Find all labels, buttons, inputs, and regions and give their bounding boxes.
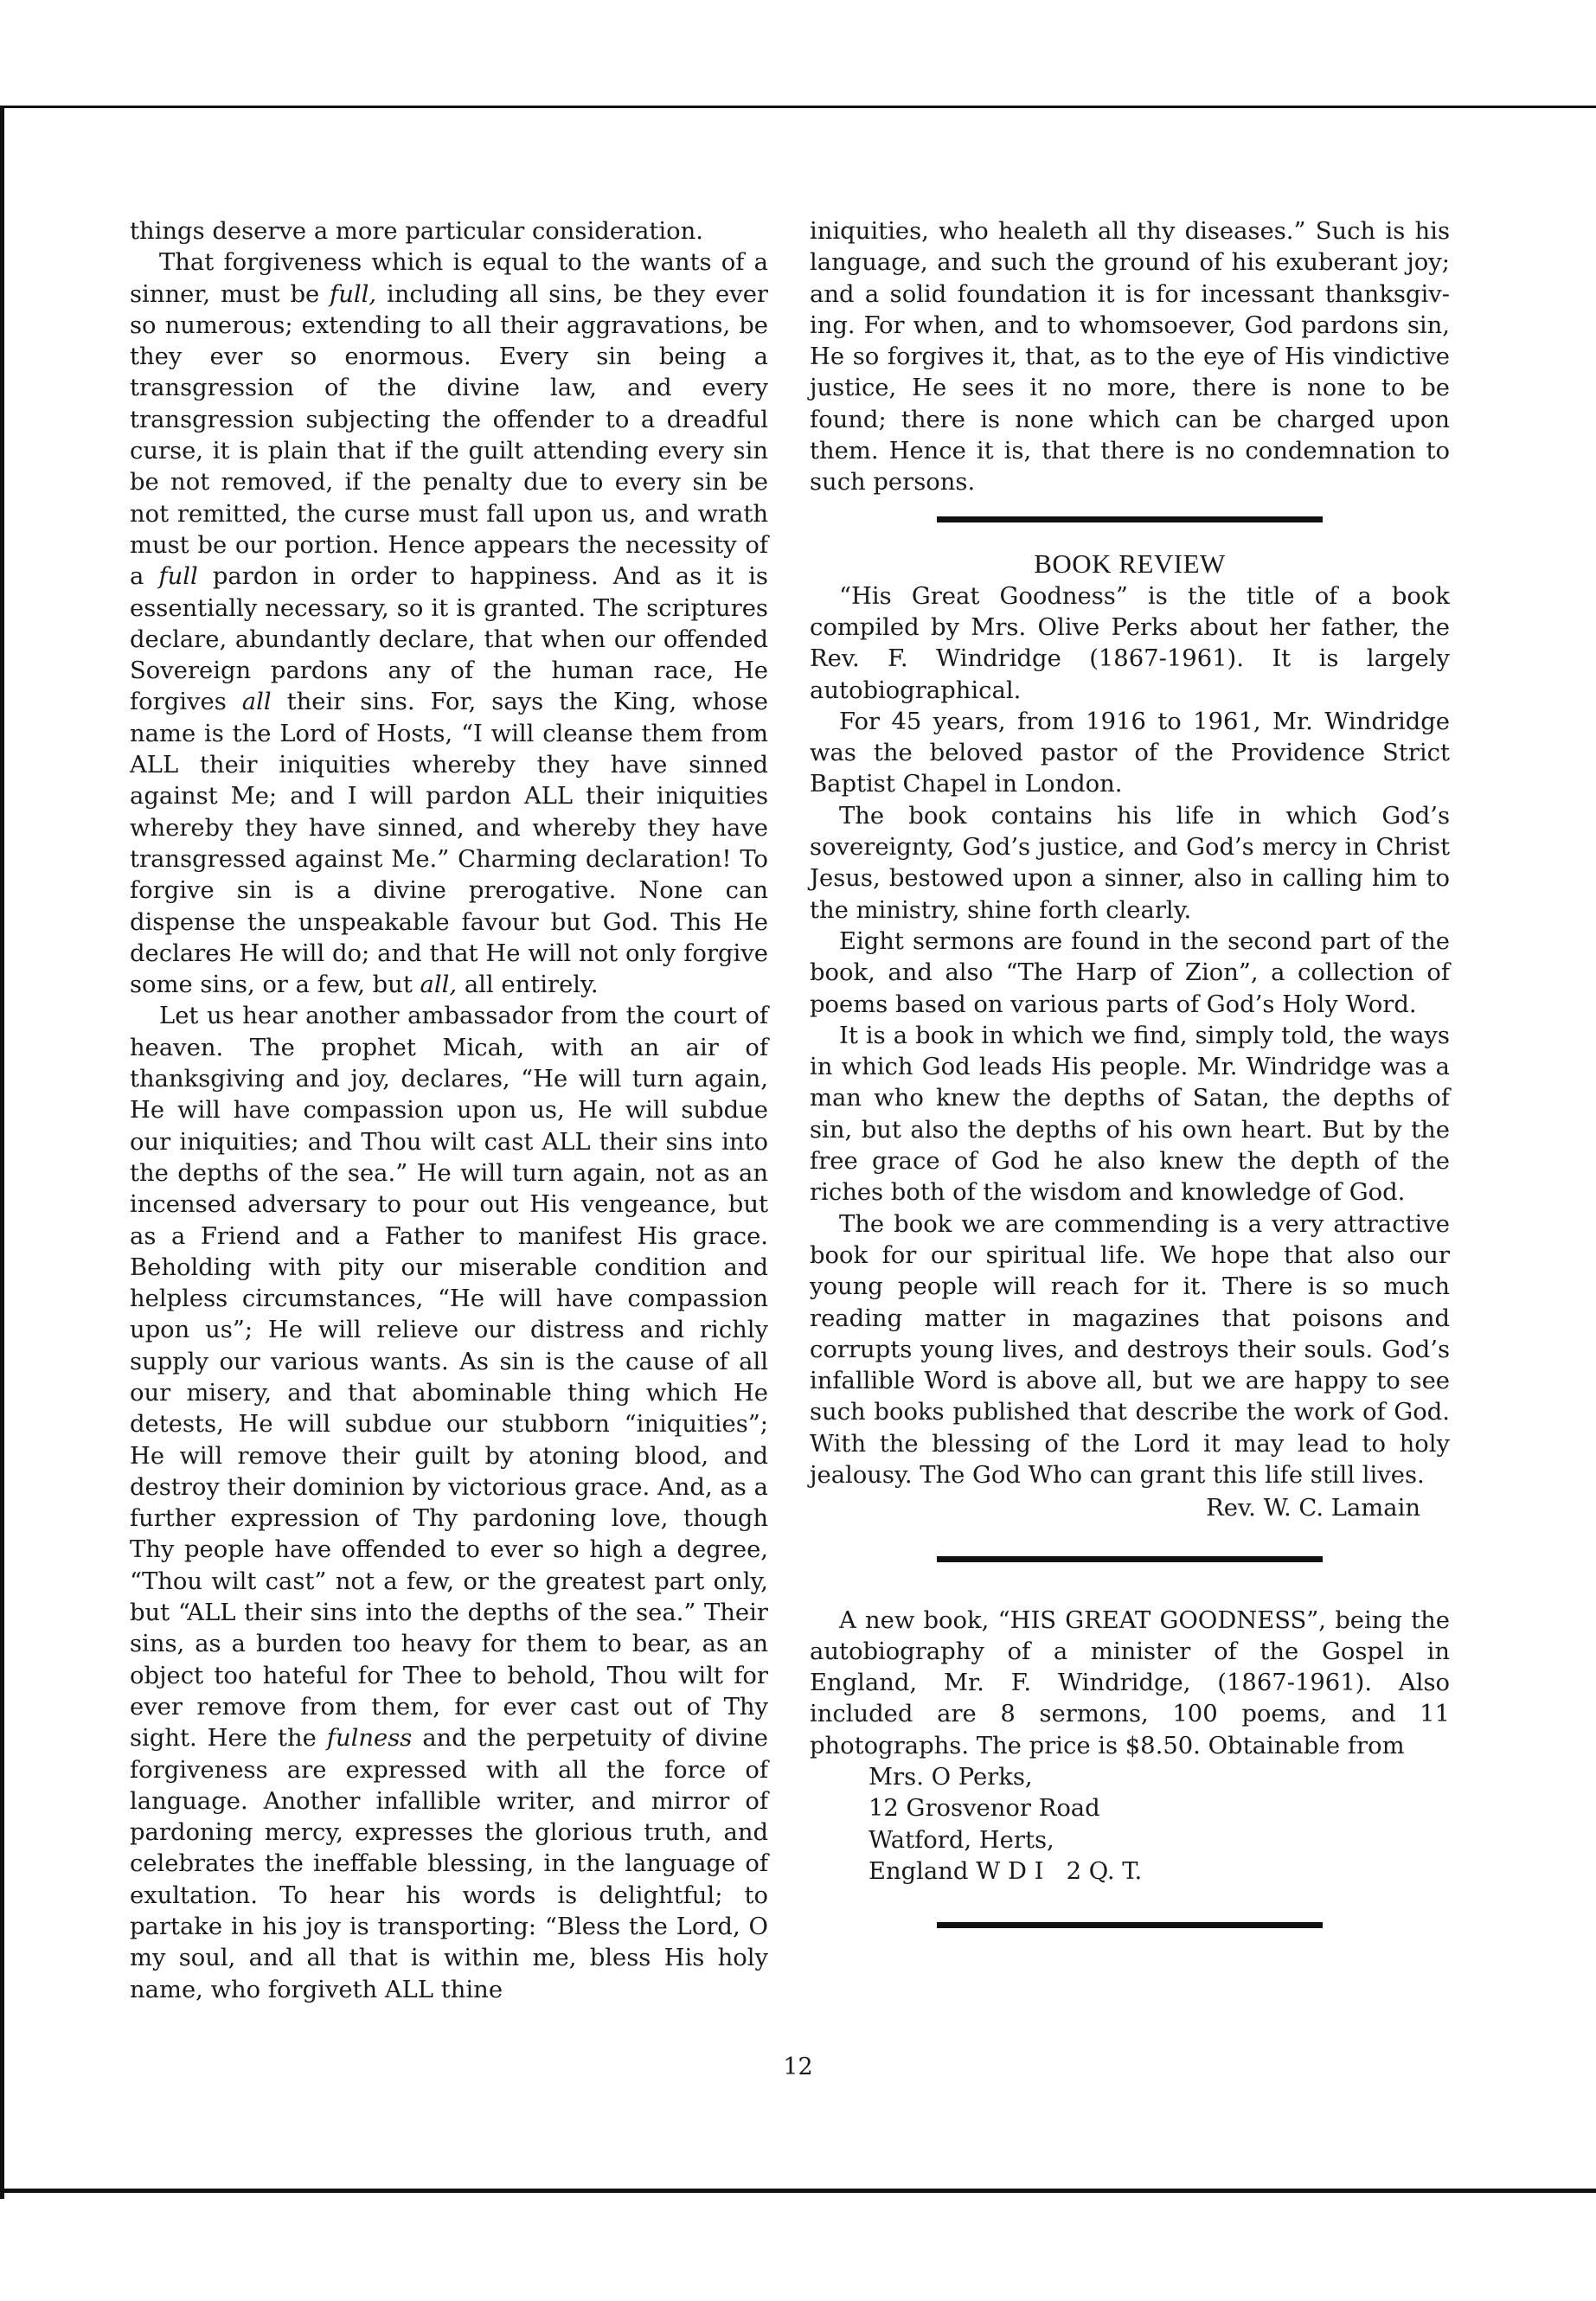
emphasis-full: full, bbox=[330, 280, 377, 308]
paragraph-full-forgiveness bbox=[130, 247, 768, 1001]
review-paragraph: The book contains his life in which God’s sovereignty, God’s justice, and God’s mercy in Christ Jesus, bestowed upon a sinner, also in calling him to the ministry, shine forth clearly. bbox=[810, 802, 1450, 924]
emphasis-all: all bbox=[241, 689, 272, 716]
book-review-heading: BOOK REVIEW bbox=[1034, 548, 1226, 579]
notice-paragraph: A new book, “HIS GREAT GOODNESS”, being the autobiography of a minister of the Gospel in England, Mr. F. Windridge, (1867-1961). Also included are 8 sermons, 100 poems, and 11 photographs. The price is $8.50. Obtainable from bbox=[810, 1606, 1450, 1759]
paragraph-micah bbox=[130, 1001, 768, 2006]
review-paragraph: It is a book in which we find, simply told, the ways in which God leads His people. Mr. Windridge was a man who knew the depths of Satan, the depths of sin, but also the depths of his own heart. But by the free grace of God he also knew the depth of the riches both of the wisdom and knowledge of God. bbox=[810, 1022, 1450, 1207]
text-run: pardon in order to happiness. And as it is essentially necessary, so it is granted. The scriptures declare, abundantly declare, that when our offended Sovereign pardons any of the human race, He forgives bbox=[130, 563, 768, 716]
review-signature: Rev. W. C. Lamain bbox=[1206, 1495, 1420, 1522]
page-number: 12 bbox=[783, 2054, 813, 2080]
text-run: and the perpetuity of divine forgiveness are expressed with all the force of language. Another infallible writer, and mirror of pardoning mercy, expresses the glorious truth, and celebrates the ineffable blessing, in the language of exultation. To hear his words is delightful; to partake in his joy is transporting: “Bless the Lord, O my soul, and all that is within me, bless His holy name, who forgiveth ALL thine bbox=[130, 1725, 768, 2003]
review-paragraph: For 45 years, from 1916 to 1961, Mr. Windridge was the beloved pastor of the Providence Strict Baptist Chapel in London. bbox=[810, 708, 1450, 798]
address-line: Watford, Herts, bbox=[869, 1826, 1054, 1854]
divider-rule bbox=[937, 1922, 1323, 1928]
text-run: their sins. For, says the King, whose name is the Lord of Hosts, “I will cleanse them from ALL their iniquities whereby they have sinned against Me; and I will pardon ALL their iniquities whereby they have sinned, and whereby they have transgressed against Me.” Charming declaration! To forgive sin is a divine prerogative. None can dispense the unspeakable favour but God. This He declares He will do; and that He will not only forgive some sins, or a few, but bbox=[130, 689, 768, 999]
paragraph-continuation: things deserve a more particular consideration. bbox=[130, 218, 704, 245]
left-column bbox=[130, 216, 768, 2006]
scan-border-top bbox=[0, 106, 1596, 108]
emphasis-all: all, bbox=[420, 971, 458, 999]
review-paragraph: “His Great Goodness” is the title of a book compiled by Mrs. Olive Perks about her father, the Rev. F. Windridge (1867-1961). It is largely autobiographical. bbox=[810, 582, 1450, 704]
mailing-address bbox=[810, 1762, 1450, 1888]
text-run: Let us hear another ambassador from the court of heaven. The prophet Micah, with an air of thanksgiving and joy, declares, “He will turn again, He will have compassion upon us, He will subdue our iniquities; and Thou wilt cast ALL their sins into the depths of the sea.” He will turn again, not as an incensed adversary to pour out His vengeance, but as a Friend and a Father to manifest His grace. Beholding with pity our miserable condition and helpless circumstances, “He will have compassion upon us”; He will relieve our distress and richly supply our various wants. As sin is the cause of all our misery, and that abominable thing which He detests, He will subdue our stubborn “iniquities”; He will remove their guilt by atoning blood, and destroy their dominion by victorious grace. And, as a further expression of Thy pardoning love, though Thy people have offended to ever so high a degree, “Thou wilt cast” not a few, or the greatest part only, but “ALL their sins into the depths of the sea.” Their sins, as a burden too heavy for them to bear, as an object too hateful for Thee to behold, Thou wilt for ever remove from them, for ever cast out of Thy sight. Here the bbox=[130, 1003, 768, 1753]
address-line: 12 Grosvenor Road bbox=[869, 1795, 1100, 1823]
text-run: all entirely. bbox=[457, 971, 599, 999]
scan-border-bottom bbox=[0, 2189, 1596, 2193]
text-run: including all sins, be they ever so numerous; extending to all their aggravations, be they ever so enormous. Every sin being a transgression of the divine law, and every transgression subjecting the offender to a dreadful curse, it is plain that if the guilt attending every sin be not removed, if the penalty due to every sin be not remitted, the curse must fall upon us, and wrath must be our portion. Hence appears the necessity of a bbox=[130, 280, 768, 591]
text-run: That forgiveness which is equal to the wants of a sinner, must be bbox=[130, 249, 768, 308]
emphasis-full: full bbox=[158, 563, 198, 591]
paragraph-continuation-right: iniquities, who healeth all thy diseases.” Such is his language, and such the ground of his exuberant joy; and a solid foundation it is for incessant thanksgiv-ing. For when, and to whomsoever, God pardons sin, He so forgives it, that, as to the eye of His vindictive justice, He sees it no more, there is none to be found; there is none which can be charged upon them. Hence it is, that there is no condemnation to such persons. bbox=[810, 218, 1450, 497]
divider-rule bbox=[937, 1556, 1323, 1562]
review-paragraph: The book we are commending is a very attractive book for our spiritual life. We hope that also our young people will reach for it. There is so much reading matter in magazines that poisons and corrupts young lives, and destroys their souls. God’s infallible Word is above all, but we are happy to see such books published that describe the work of God. With the blessing of the Lord it may lead to holy jealousy. The God Who can grant this life still lives. bbox=[810, 1210, 1450, 1489]
book-notice bbox=[810, 1606, 1450, 1888]
scan-border-left bbox=[0, 106, 4, 2199]
emphasis-fulness: fulness bbox=[326, 1725, 413, 1753]
address-line: Mrs. O Perks, bbox=[869, 1764, 1033, 1791]
right-column bbox=[810, 216, 1450, 1928]
divider-rule bbox=[937, 516, 1323, 522]
address-line: England W D I 2 Q. T. bbox=[869, 1857, 1143, 1885]
review-paragraph: Eight sermons are found in the second part of the book, and also “The Harp of Zion”, a collection of poems based on various parts of God’s Holy Word. bbox=[810, 927, 1450, 1018]
